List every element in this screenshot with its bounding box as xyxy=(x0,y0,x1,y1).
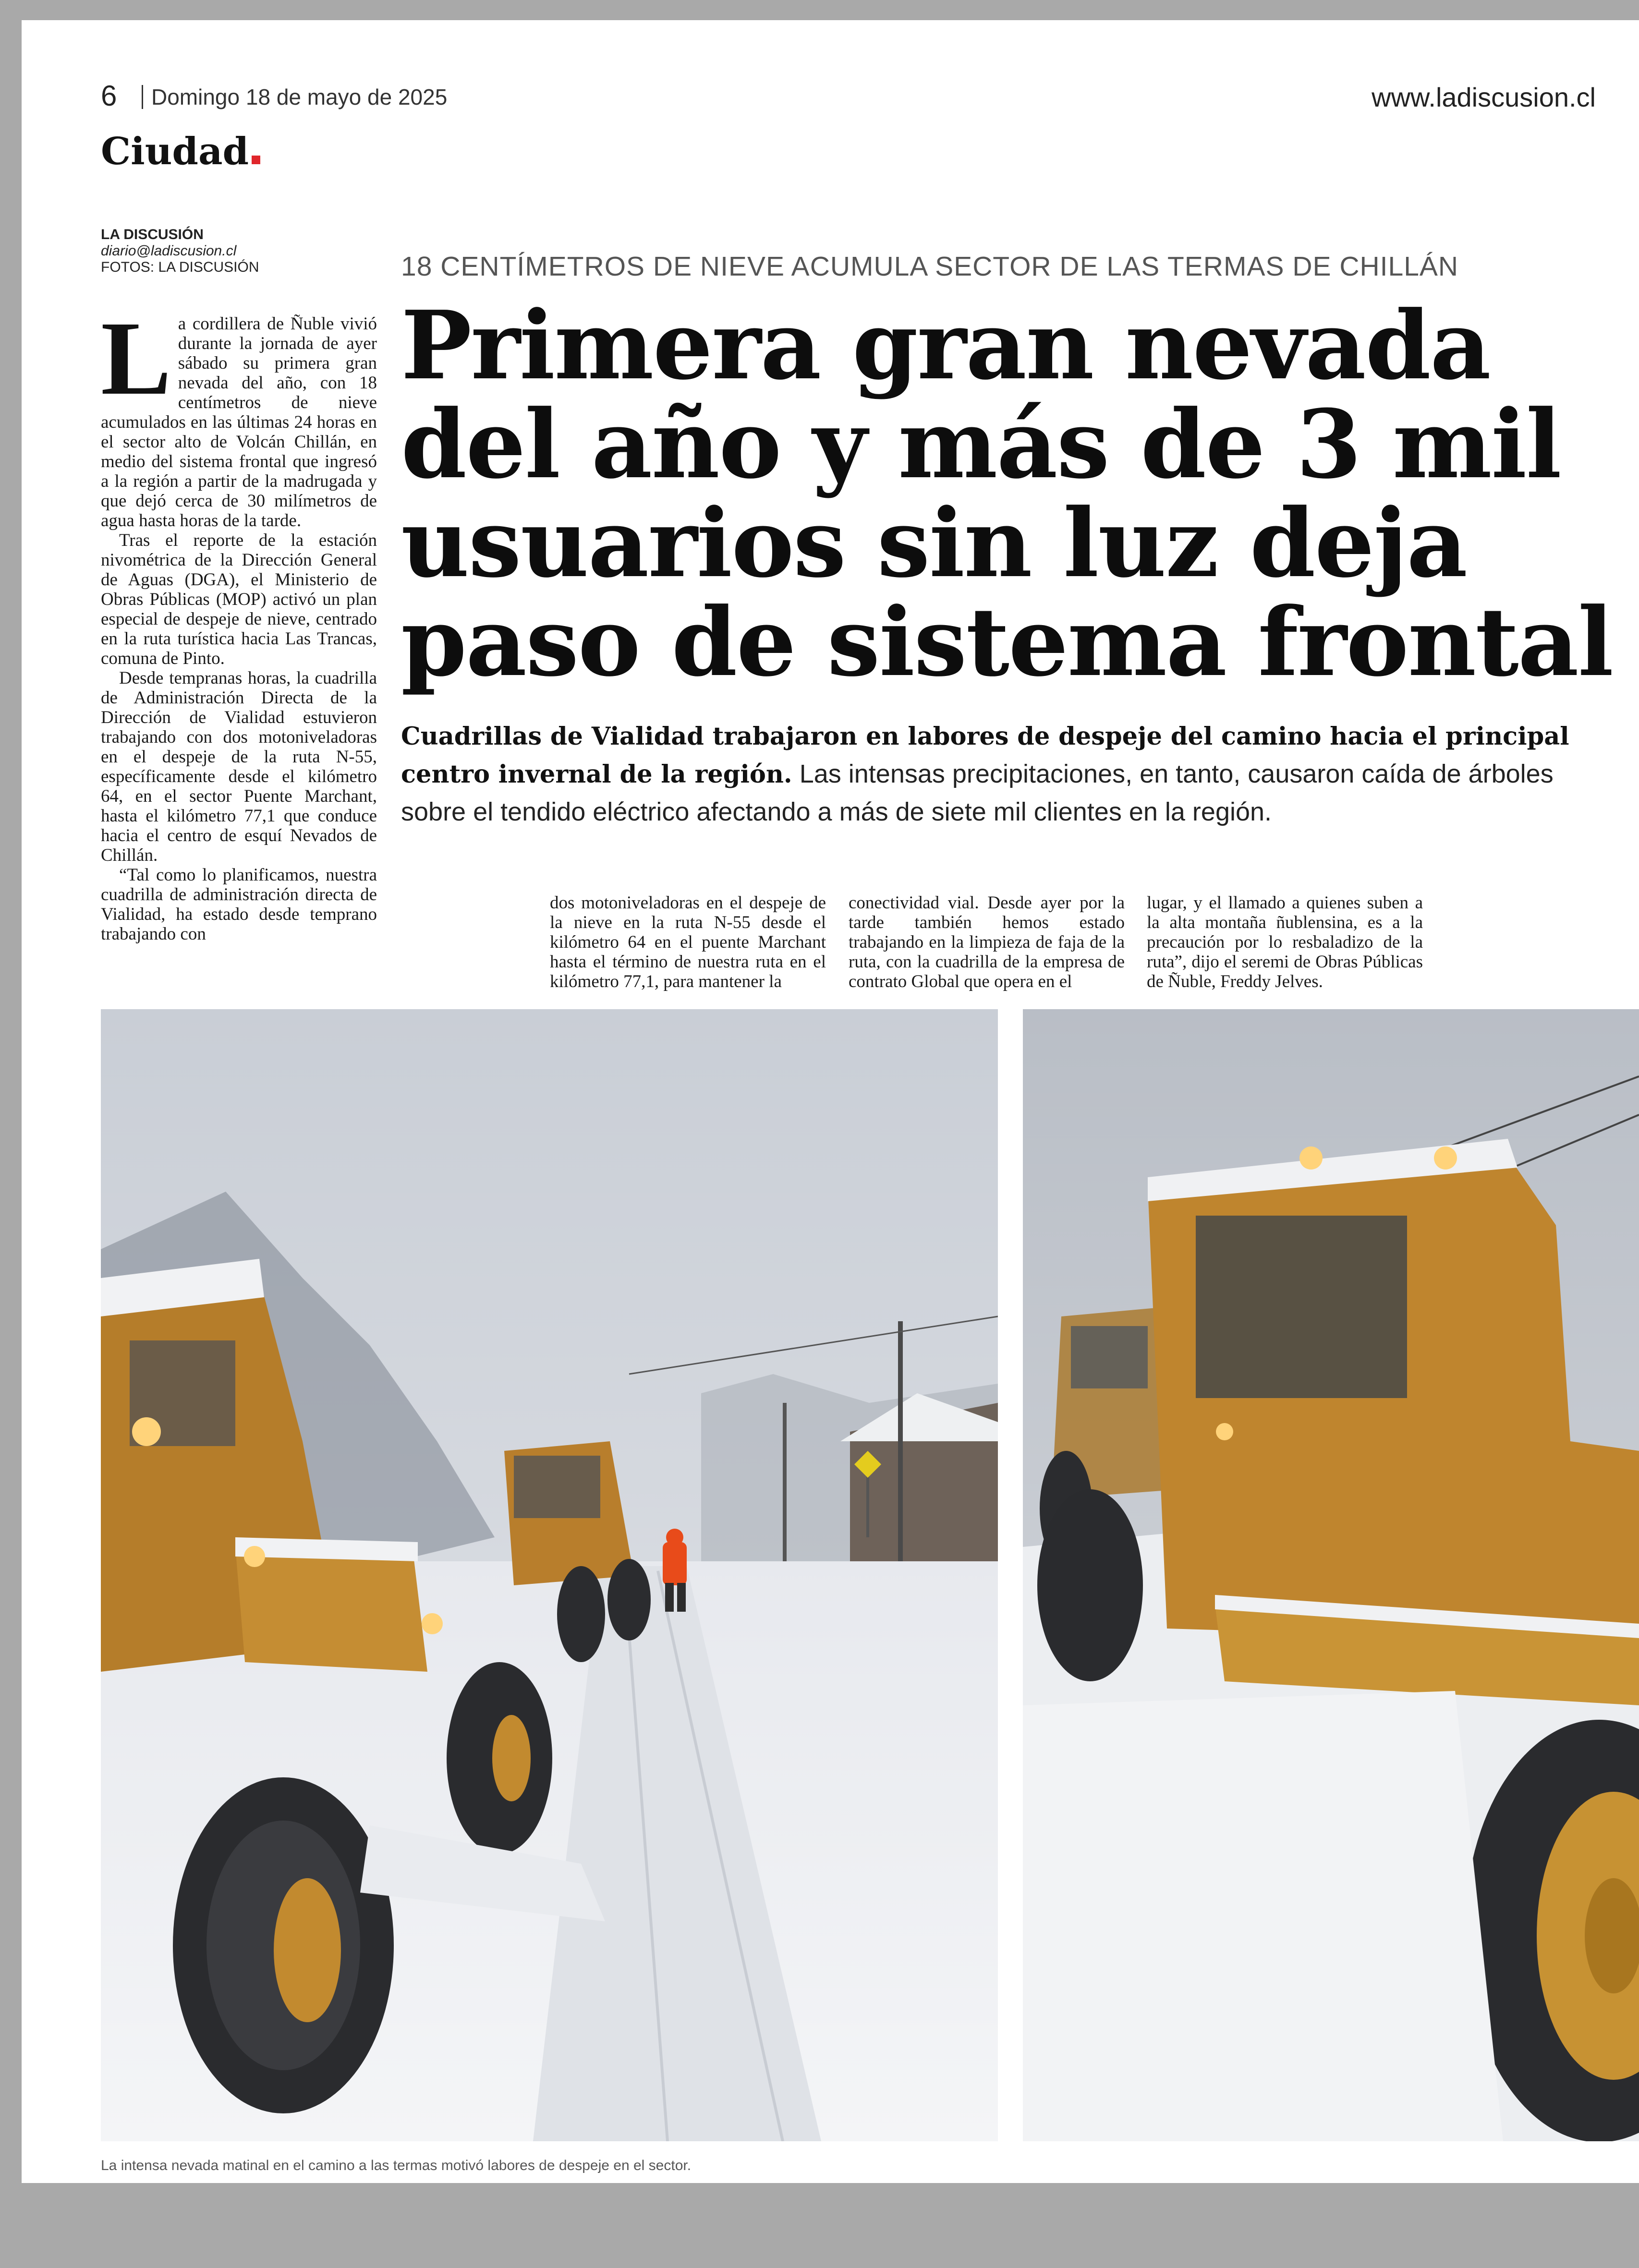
article-column-3 xyxy=(849,893,1125,991)
paragraph-1-text: a cordillera de Ñuble vivió durante la jornada de ayer sábado su primera gran nevada del año, con 18 centímetros de nieve acumulados en las últimas 24 horas en el sector alto de Volcán Chillán, en medio del sistema frontal que ingresó a la región a partir de la madrugada y que dejó cerca de 30 milímetros de agua hasta horas de la tarde. xyxy=(101,314,377,531)
photo-grader-closeup xyxy=(1023,1009,1639,2141)
photo-caption: La intensa nevada matinal en el camino a las termas motivó labores de despeje en el sector. xyxy=(101,2158,692,2173)
article-kicker: 18 CENTÍMETROS DE NIEVE ACUMULA SECTOR DE LAS TERMAS DE CHILLÁN xyxy=(401,251,1459,282)
drop-cap: L xyxy=(101,314,171,417)
article-column-4 xyxy=(1147,893,1423,991)
paragraph-4: “Tal como lo planificamos, nuestra cuadrilla de administración directa de Vialidad, ha estado desde temprano trabajando con xyxy=(101,865,377,944)
paragraph-3: Desde tempranas horas, la cuadrilla de Administración Directa de la Dirección de Vialidad estuvieron trabajando con dos motoniveladoras en el despeje de la ruta N-55, específicamente desde el kilómetro 64, en el sector Puente Marchant, hasta el kilómetro 77,1 que conduce hacia el centro de esquí Nevados de Chillán. xyxy=(101,668,377,865)
newspaper-page xyxy=(22,20,1639,2183)
article-column-2 xyxy=(550,893,826,991)
column-2-text: dos motoniveladoras en el despeje de la nieve en la ruta N-55 desde el kilómetro 64 en el puente Marchant hasta el término de nuestra ruta en el kilómetro 77,1, para mantener la xyxy=(550,893,826,991)
photo-snow-road-graders xyxy=(101,1009,998,2141)
section-title xyxy=(101,130,260,173)
article-column-1 xyxy=(101,314,377,996)
deck-lead: Cuadrillas de Vialidad trabajaron en labores de despeje del camino hacia el principal centro invernal de la región. xyxy=(401,722,1569,789)
byline-photos: FOTOS: LA DISCUSIÓN xyxy=(101,259,259,275)
page-number: 6 xyxy=(101,80,117,112)
photo-1-illustration xyxy=(101,1009,998,2141)
column-3-text: conectividad vial. Desde ayer por la tarde también hemos estado trabajando en la limpieza de faja de la ruta, con la cuadrilla de la empresa de contrato Global que opera en el xyxy=(849,893,1125,991)
byline-email[interactable]: diario@ladiscusion.cl xyxy=(101,243,237,259)
website-link[interactable]: www.ladiscusion.cl xyxy=(1372,82,1596,112)
issue-date: Domingo 18 de mayo de 2025 xyxy=(151,84,448,109)
column-4-text: lugar, y el llamado a quienes suben a la alta montaña ñublensina, es a la precaución por lo resbaladizo de la ruta”, dijo el seremi de Obras Públicas de Ñuble, Freddy Jelves. xyxy=(1147,893,1423,991)
header-separator xyxy=(142,85,143,109)
byline-outlet: LA DISCUSIÓN xyxy=(101,227,204,242)
section-accent-dot xyxy=(252,156,260,164)
section-label: Ciudad xyxy=(101,130,249,173)
byline xyxy=(101,227,259,276)
photo-2-illustration xyxy=(1023,1009,1639,2141)
article-headline: Primera gran nevada del año y más de 3 mil usuarios sin luz deja paso de sistema frontal xyxy=(401,290,1613,698)
article-deck xyxy=(401,717,1611,831)
paragraph-2: Tras el reporte de la estación nivométrica de la Dirección General de Aguas (DGA), el Ministerio de Obras Públicas (MOP) activó un plan especial de despeje de nieve, centrado en la ruta turística hacia Las Trancas, comuna de Pinto. xyxy=(101,531,377,668)
paragraph-1 xyxy=(101,314,377,531)
deck-body: Las intensas precipitaciones, en tanto, causaron caída de árboles sobre el tendido eléctrico afectando a más de siete mil clientes en la región. xyxy=(401,760,1554,826)
